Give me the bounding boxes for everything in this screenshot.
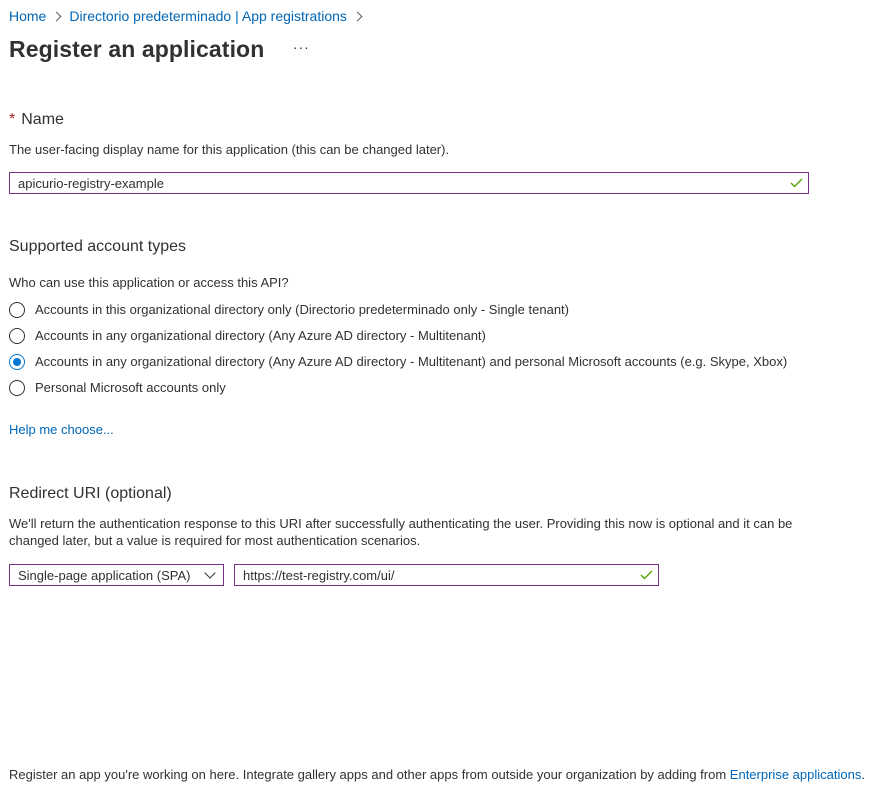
account-option-multitenant-personal[interactable] xyxy=(9,353,787,370)
redirect-uri-input-wrapper xyxy=(234,564,659,586)
more-options-button[interactable]: ··· xyxy=(292,39,310,55)
name-input-wrapper xyxy=(9,172,809,194)
account-types-question: Who can use this application or access this API? xyxy=(9,275,289,290)
breadcrumb-directory-link[interactable]: Directorio predeterminado | App registrations xyxy=(69,8,347,24)
chevron-down-icon xyxy=(204,567,215,578)
radio-button[interactable] xyxy=(9,380,25,396)
help-me-choose-link[interactable]: Help me choose... xyxy=(9,422,114,437)
account-option-personal-only[interactable] xyxy=(9,379,226,396)
name-input[interactable] xyxy=(10,173,789,193)
radio-label: Accounts in any organizational directory (Any Azure AD directory - Multitenant) xyxy=(35,328,486,343)
name-description: The user-facing display name for this application (this can be changed later). xyxy=(9,142,450,157)
radio-button[interactable] xyxy=(9,328,25,344)
account-option-multitenant[interactable] xyxy=(9,327,486,344)
platform-select[interactable] xyxy=(9,564,224,586)
breadcrumb-home-link[interactable]: Home xyxy=(9,8,47,24)
radio-label: Accounts in this organizational directory only (Directorio predeterminado only - Single tenant) xyxy=(35,302,569,317)
radio-label: Accounts in any organizational directory (Any Azure AD directory - Multitenant) and personal Microsoft accounts (e.g. Skype, Xbox) xyxy=(35,354,788,369)
radio-button-selected[interactable] xyxy=(9,354,25,370)
name-heading xyxy=(9,109,64,131)
page-title: Register an application xyxy=(9,36,265,62)
enterprise-applications-link[interactable]: Enterprise applications xyxy=(729,767,862,782)
name-heading-label: Name xyxy=(21,111,64,128)
account-types-heading: Supported account types xyxy=(9,238,187,255)
checkmark-icon xyxy=(639,568,653,582)
radio-label: Personal Microsoft accounts only xyxy=(35,380,226,395)
footer-note xyxy=(9,766,865,783)
checkmark-icon xyxy=(789,176,803,190)
platform-select-value: Single-page application (SPA) xyxy=(18,567,191,583)
required-marker: * xyxy=(9,111,16,128)
redirect-uri-input[interactable] xyxy=(235,565,639,585)
radio-button[interactable] xyxy=(9,302,25,318)
title-row xyxy=(9,33,312,65)
breadcrumb xyxy=(9,6,370,26)
footer-text: Register an app you're working on here. Integrate gallery apps and other apps from outside your organization by adding from xyxy=(9,767,730,782)
redirect-uri-heading: Redirect URI (optional) xyxy=(9,485,172,502)
footer-suffix: . xyxy=(861,767,865,782)
chevron-right-icon xyxy=(352,11,362,21)
account-option-single-tenant[interactable] xyxy=(9,301,569,318)
redirect-uri-description: We'll return the authentication response to this URI after successfully authenticating the user. Providing this now is optional and it can be changed later, but a value is required for most authentication scenarios. xyxy=(9,516,793,548)
chevron-right-icon xyxy=(52,11,62,21)
